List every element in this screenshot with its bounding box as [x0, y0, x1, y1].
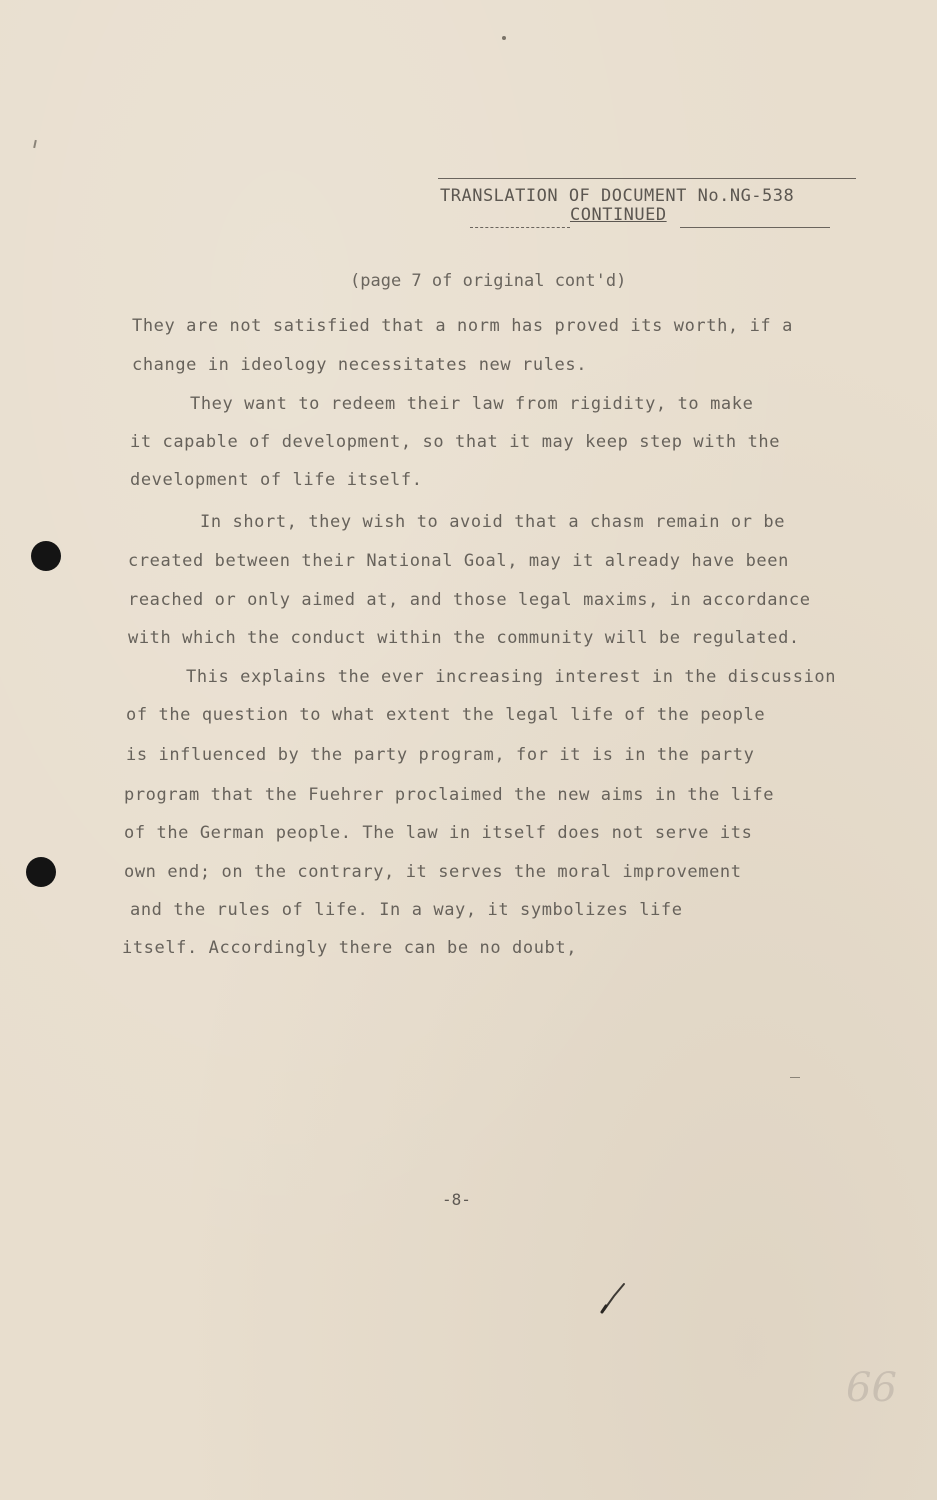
body-line: own end; on the contrary, it serves the moral improvement	[124, 862, 742, 882]
punch-hole-upper	[31, 541, 61, 571]
page-reference: (page 7 of original cont'd)	[350, 271, 627, 291]
body-line: development of life itself.	[130, 470, 423, 490]
ink-speck	[502, 36, 506, 40]
body-line: and the rules of life. In a way, it symbolizes life	[130, 900, 683, 920]
body-line: They are not satisfied that a norm has proved its worth, if a	[132, 316, 793, 336]
pencil-stroke-icon	[596, 1278, 636, 1314]
body-line: They want to redeem their law from rigidity, to make	[190, 394, 754, 414]
body-line: is influenced by the party program, for it is in the party	[126, 745, 755, 765]
margin-mark	[33, 140, 37, 148]
handwritten-page-number: 66	[846, 1365, 897, 1411]
document-title: TRANSLATION OF DOCUMENT No.NG-538	[440, 186, 795, 206]
stray-dash-mark	[790, 1077, 800, 1078]
body-line: created between their National Goal, may it already have been	[128, 551, 789, 571]
body-line: This explains the ever increasing interest in the discussion	[186, 667, 837, 687]
body-line: of the question to what extent the legal life of the people	[126, 705, 766, 725]
header-bottom-rule-left	[470, 227, 570, 228]
body-line: In short, they wish to avoid that a chasm remain or be	[200, 512, 786, 532]
body-line: change in ideology necessitates new rules.	[132, 355, 588, 375]
punch-hole-lower	[26, 857, 56, 887]
body-line: reached or only aimed at, and those legal maxims, in accordance	[128, 590, 811, 610]
header-top-rule	[438, 178, 856, 179]
page-number: -8-	[442, 1190, 471, 1209]
body-line: itself. Accordingly there can be no doubt,	[122, 938, 578, 958]
body-line: of the German people. The law in itself does not serve its	[124, 823, 753, 843]
header-bottom-rule-right	[680, 227, 830, 228]
body-line: program that the Fuehrer proclaimed the new aims in the life	[124, 785, 775, 805]
body-line: it capable of development, so that it may keep step with the	[130, 432, 781, 452]
document-subtitle: CONTINUED	[570, 205, 667, 225]
body-line: with which the conduct within the community will be regulated.	[128, 628, 800, 648]
